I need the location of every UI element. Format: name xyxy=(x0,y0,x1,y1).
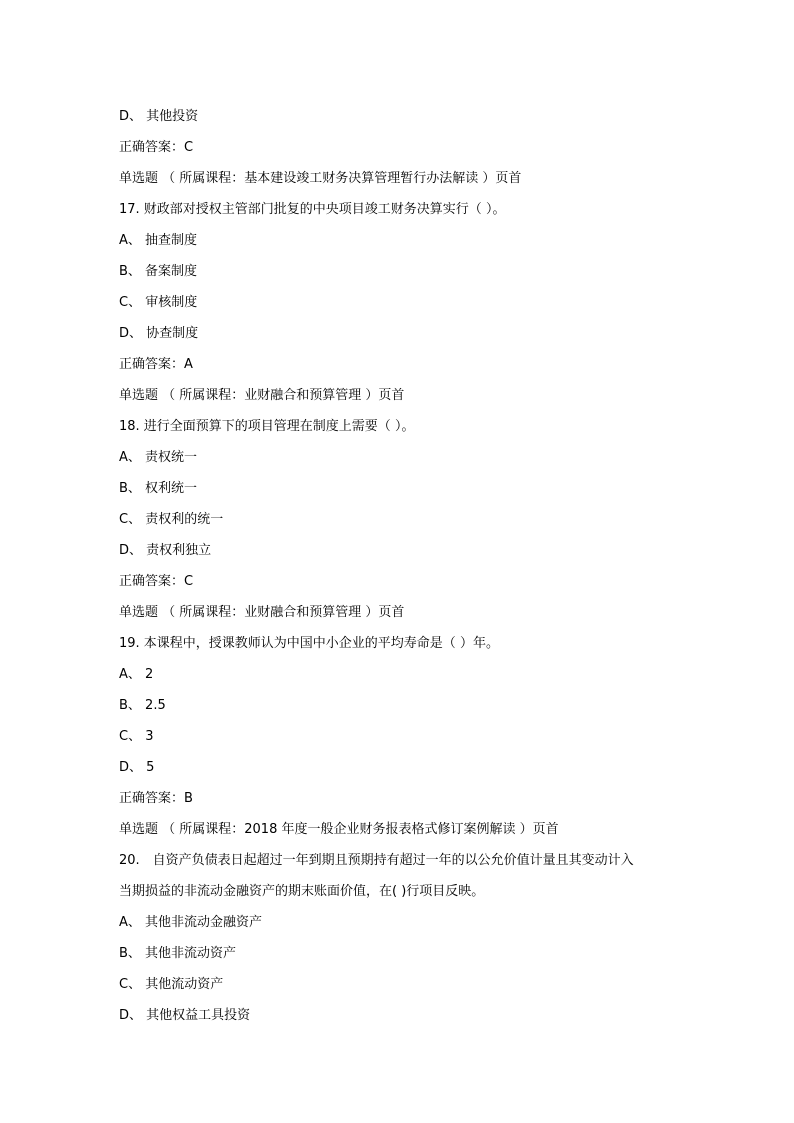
answer-q17: 正确答案：A xyxy=(119,357,193,372)
option-a-q17: A、 抽查制度 xyxy=(119,233,198,248)
question-19: 19. 本课程中，授课教师认为中国中小企业的平均寿命是（ ）年。 xyxy=(119,636,499,651)
option-a-q18: A、 责权统一 xyxy=(119,450,198,465)
option-b-q19: B、 2.5 xyxy=(119,698,166,713)
course-header-q20: 单选题 （ 所属课程：2018 年度一般企业财务报表格式修订案例解读 ）页首 xyxy=(119,822,559,837)
question-20-line-2: 当期损益的非流动金融资产的期末账面价值，在( )行项目反映。 xyxy=(119,884,485,899)
option-b-q20: B、 其他非流动资产 xyxy=(119,946,237,961)
course-header-q18: 单选题 （ 所属课程：业财融合和预算管理 ）页首 xyxy=(119,388,405,403)
course-header-q19: 单选题 （ 所属课程：业财融合和预算管理 ）页首 xyxy=(119,605,405,620)
answer-q19: 正确答案：B xyxy=(119,791,193,806)
answer-q18: 正确答案：C xyxy=(119,574,194,589)
question-18: 18. 进行全面预算下的项目管理在制度上需要（ ）。 xyxy=(119,419,415,434)
question-17: 17. 财政部对授权主管部门批复的中央项目竣工财务决算实行（ ）。 xyxy=(119,202,506,217)
option-d-q17: D、 协查制度 xyxy=(119,326,199,341)
document-page xyxy=(119,101,719,1031)
option-d-q16: D、 其他投资 xyxy=(119,109,199,124)
course-header-q17: 单选题 （ 所属课程：基本建设竣工财务决算管理暂行办法解读 ）页首 xyxy=(119,171,522,186)
option-b-q18: B、 权利统一 xyxy=(119,481,198,496)
option-a-q19: A、 2 xyxy=(119,667,154,682)
option-c-q17: C、 审核制度 xyxy=(119,295,198,310)
option-b-q17: B、 备案制度 xyxy=(119,264,198,279)
option-c-q18: C、 责权利的统一 xyxy=(119,512,224,527)
option-d-q19: D、 5 xyxy=(119,760,155,775)
answer-q16: 正确答案：C xyxy=(119,140,194,155)
question-20-line-1: 20. 自资产负债表日起超过一年到期且预期持有超过一年的以公允价值计量且其变动计入 xyxy=(119,853,634,868)
option-d-q18: D、 责权利独立 xyxy=(119,543,212,558)
option-a-q20: A、 其他非流动金融资产 xyxy=(119,915,263,930)
option-c-q20: C、 其他流动资产 xyxy=(119,977,224,992)
option-d-q20: D、 其他权益工具投资 xyxy=(119,1008,251,1023)
option-c-q19: C、 3 xyxy=(119,729,154,744)
